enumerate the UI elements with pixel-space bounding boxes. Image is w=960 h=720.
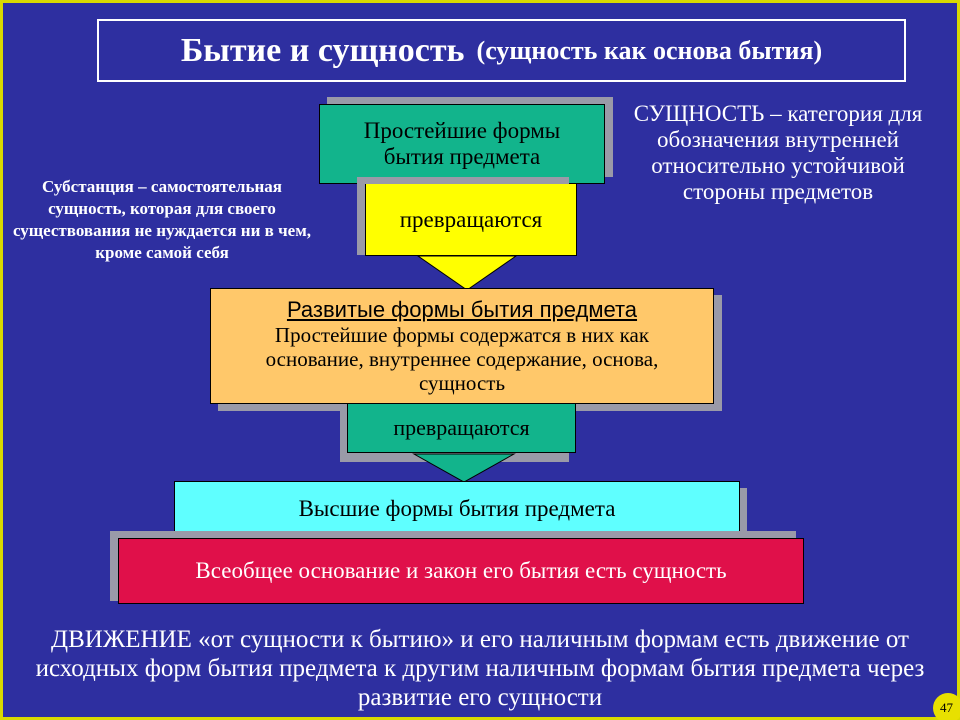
developed-forms-title: Развитые формы бытия предмета: [286, 297, 638, 322]
universal-label: Всеобщее основание и закон его бытия есть сущность: [195, 558, 727, 583]
title-box: [97, 19, 906, 82]
simplest-forms-box: [319, 104, 605, 184]
higher-forms-box: [174, 481, 740, 537]
slide-subtitle: (сущность как основа бытия): [476, 35, 823, 65]
transform2-label: превращаются: [393, 415, 530, 440]
down-arrow-2-icon: [412, 453, 516, 483]
simplest-forms-label: Простейшие формы бытия предмета: [363, 118, 561, 169]
down-arrow-1-icon: [416, 255, 518, 291]
transform2-box: [347, 403, 576, 453]
page-number-badge: 47: [933, 693, 960, 720]
higher-forms-label: Высшие формы бытия предмета: [298, 496, 616, 521]
developed-forms-text: Простейшие формы содержатся в них как основание, внутреннее содержание, основа, сущность: [265, 323, 659, 395]
transform1-box: [365, 184, 577, 256]
movement-text: ДВИЖЕНИЕ «от сущности к бытию» и его наличным формам есть движение от исходных форм бытия предмета к другим наличным формам бытия предмета через развитие его сущности: [35, 626, 925, 711]
developed-forms-box: [210, 288, 714, 404]
universal-box: [118, 538, 804, 604]
slide-title: Бытие и сущность: [180, 31, 465, 69]
transform1-label: превращаются: [399, 206, 543, 232]
essence-definition: СУЩНОСТЬ – категория для обозначения внутренней относительно устойчивой стороны предметов: [633, 101, 923, 204]
substance-definition: Субстанция – самостоятельная сущность, которая для своего существования не нуждается ни в чем, кроме самой себя: [12, 177, 312, 262]
